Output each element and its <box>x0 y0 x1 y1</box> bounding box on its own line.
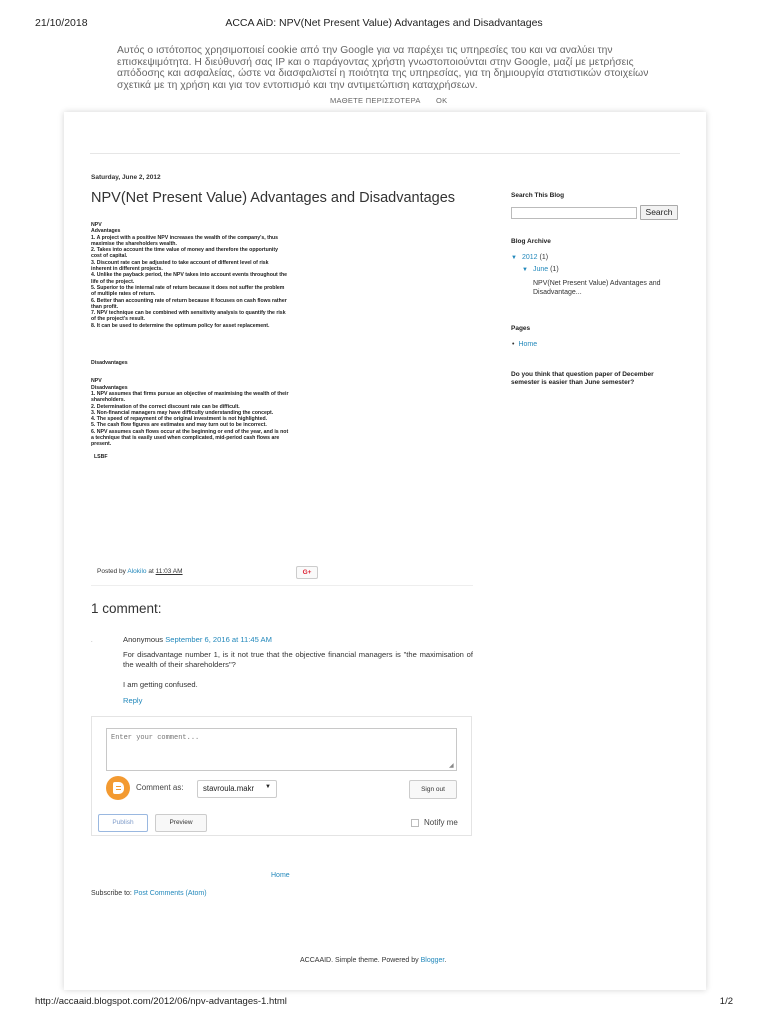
post-body-line: maximise the shareholders wealth. <box>91 240 177 247</box>
spacer <box>91 329 326 360</box>
post-comments-feed-link[interactable]: Post Comments (Atom) <box>133 890 207 897</box>
post-body-line: Advantages <box>91 228 121 235</box>
comment-date-link[interactable]: September 6, 2016 at 11:45 AM <box>165 635 272 644</box>
post-date-header: Saturday, June 2, 2012 <box>91 174 161 181</box>
publish-button[interactable]: Publish <box>98 814 148 832</box>
post-time-link[interactable]: 11:03 AM <box>155 568 183 575</box>
preview-button[interactable]: Preview <box>155 814 207 832</box>
post-body-line: Disadvantages <box>91 384 128 391</box>
post-body-line: 7. NPV technique can be combined with sensitivity analysis to quantify the risk <box>91 310 286 317</box>
notify-me-label: Notify me <box>424 818 458 827</box>
attribution-suffix: . <box>444 957 447 964</box>
search-button[interactable]: Search <box>640 205 678 220</box>
print-page-number: 1/2 <box>719 996 733 1007</box>
posted-by-label: Posted by <box>97 568 126 575</box>
sign-out-button[interactable]: Sign out <box>409 780 457 799</box>
pages-home-item[interactable] <box>512 341 537 348</box>
attribution-text: ACCAAID. Simple theme. Powered by <box>300 957 419 964</box>
gplus-share-button[interactable]: G+ <box>296 566 318 579</box>
post-body-line: life of the project. <box>91 278 135 285</box>
post-body-line: 2. Takes into account the time value of money and therefore the opportunity <box>91 247 278 254</box>
bullet-icon: • <box>512 341 515 348</box>
identity-select[interactable] <box>197 780 277 798</box>
post-body-line: of the project's result. <box>91 316 145 323</box>
identity-value: stavroula.makr <box>203 784 255 793</box>
post-body-line: cost of capital. <box>91 253 128 260</box>
comment-avatar-placeholder: . <box>91 638 93 644</box>
triangle-down-icon[interactable]: ▼ <box>511 255 517 261</box>
pages-home-link[interactable]: Home <box>518 341 538 348</box>
blogger-link[interactable]: Blogger <box>420 957 445 964</box>
comment-text-followup: I am getting confused. <box>123 680 198 689</box>
post-body-line: than profit. <box>91 303 119 310</box>
subscribe-label: Subscribe to: <box>91 890 132 897</box>
post-body-line: of multiple rates of return. <box>91 291 156 298</box>
print-header <box>0 17 768 31</box>
comment-textarea[interactable] <box>106 728 457 771</box>
post-title: NPV(Net Present Value) Advantages and Disadvantages <box>91 190 456 206</box>
post-body-line: 4. Unlike the payback period, the NPV takes into account events throughout the <box>91 272 288 279</box>
disadvantages-list <box>91 378 326 447</box>
post-body-line: 1. A project with a positive NPV increases the wealth of the company's, thus <box>91 234 279 241</box>
print-title: ACCA AiD: NPV(Net Present Value) Advantages and Disadvantages <box>225 17 543 29</box>
cookie-ok-button[interactable]: OK <box>436 96 448 105</box>
comment-meta <box>123 635 272 644</box>
blogger-logo-icon <box>106 776 130 800</box>
archive-heading: Blog Archive <box>511 238 551 245</box>
post-source: LSBF <box>94 453 108 460</box>
comment-text: For disadvantage number 1, is it not true that the objective financial managers is "the maximisation of the wealth of their shareholders"? <box>123 650 473 669</box>
archive-month-item[interactable] <box>522 266 559 273</box>
post-body-line: 1. NPV assumes that firms pursue an objective of maximising the wealth of their <box>91 390 289 397</box>
subscribe-line <box>91 890 207 897</box>
poll-question: Do you think that question paper of December semester is easier than June semester? <box>511 371 654 386</box>
post-body <box>91 222 326 460</box>
print-date: 21/10/2018 <box>35 17 88 29</box>
post-body-line: 6. Better than accounting rate of return because it focuses on cash flows rather <box>91 297 287 304</box>
print-url: http://accaaid.blogspot.com/2012/06/npv-advantages-1.html <box>35 996 287 1007</box>
triangle-down-icon[interactable]: ▼ <box>522 267 528 273</box>
post-body-line: a technique that is easily used when complicated, mid-period cash flows are <box>91 435 280 442</box>
cookie-notice-text: Αυτός ο ιστότοπος χρησιμοποιεί cookie από την Google για να παρέχει τις υπηρεσίες του και να αναλύει την επισκεψιμότητα. Η διεύθυνσή σας IP και ο παράγοντας χρήστη γνωστοποιούνται στην Google, μαζί με μετρήσεις απόδοσης και ασφαλείας, ώστε να διασφαλιστεί η ποιότητα της υπηρεσίας, για τη δημιουργία στατιστικών στοιχείων σχετικά με τη χρήση και για τον εντοπισμό και την αντιμετώπιση καταχρήσεων. <box>117 45 649 91</box>
spacer <box>91 366 326 378</box>
archive-month-link[interactable]: June <box>532 266 549 273</box>
post-body-line: inherent in different projects. <box>91 266 163 273</box>
archive-year-count: (1) <box>539 254 549 261</box>
post-body-line: present. <box>91 441 112 448</box>
resize-handle-icon[interactable]: ◢ <box>449 763 454 769</box>
post-body-line: 2. Determination of the correct discount rate can be difficult. <box>91 403 240 410</box>
comments-title: 1 comment: <box>91 601 162 616</box>
post-divider <box>91 585 473 586</box>
advantages-list <box>91 222 326 329</box>
archive-year-link[interactable]: 2012 <box>521 254 538 261</box>
author-link[interactable]: Alokilo <box>127 568 147 575</box>
attribution <box>300 957 446 964</box>
post-body-line: 8. It can be used to determine the optimum policy for asset replacement. <box>91 322 270 329</box>
post-body-line: shareholders. <box>91 397 126 404</box>
search-heading: Search This Blog <box>511 192 565 199</box>
reply-link[interactable]: Reply <box>123 696 143 705</box>
pages-heading: Pages <box>511 325 531 332</box>
post-body-line: NPV <box>91 378 102 385</box>
archive-month-count: (1) <box>550 266 559 273</box>
post-body-line: 4. The speed of repayment of the original investment is not highlighted. <box>91 416 268 423</box>
header-divider <box>90 153 680 154</box>
archive-year-item[interactable] <box>511 254 548 261</box>
disadvantages-heading: Disadvantages <box>91 360 128 367</box>
post-body-line: 3. Non-financial managers may have difficulty understanding the concept. <box>91 409 274 416</box>
post-body-line: 5. Superior to the internal rate of return because it does not suffer the problem <box>91 284 285 291</box>
home-link[interactable]: Home <box>271 872 290 879</box>
learn-more-link[interactable]: ΜΑΘΕΤΕ ΠΕΡΙΣΣΟΤΕΡΑ <box>330 96 421 105</box>
archive-post-link[interactable]: NPV(Net Present Value) Advantages and Disadvantage... <box>533 280 661 296</box>
post-body-line: 3. Discount rate can be adjusted to take account of different level of risk <box>91 259 269 266</box>
notify-me-checkbox[interactable] <box>411 819 419 827</box>
post-body-line: NPV <box>91 222 102 228</box>
post-footer <box>97 568 183 575</box>
comment-as-label: Comment as: <box>136 783 184 792</box>
chevron-down-icon: ▼ <box>265 784 271 790</box>
at-label: at <box>148 568 154 575</box>
search-input[interactable] <box>511 207 637 219</box>
post-body-line: 5. The cash flow figures are estimates and may turn out to be incorrect. <box>91 422 267 429</box>
cookie-notice-actions <box>330 96 460 105</box>
comment-author: Anonymous <box>123 635 164 644</box>
post-body-line: 6. NPV assumes cash flows occur at the beginning or end of the year, and is not <box>91 428 289 435</box>
